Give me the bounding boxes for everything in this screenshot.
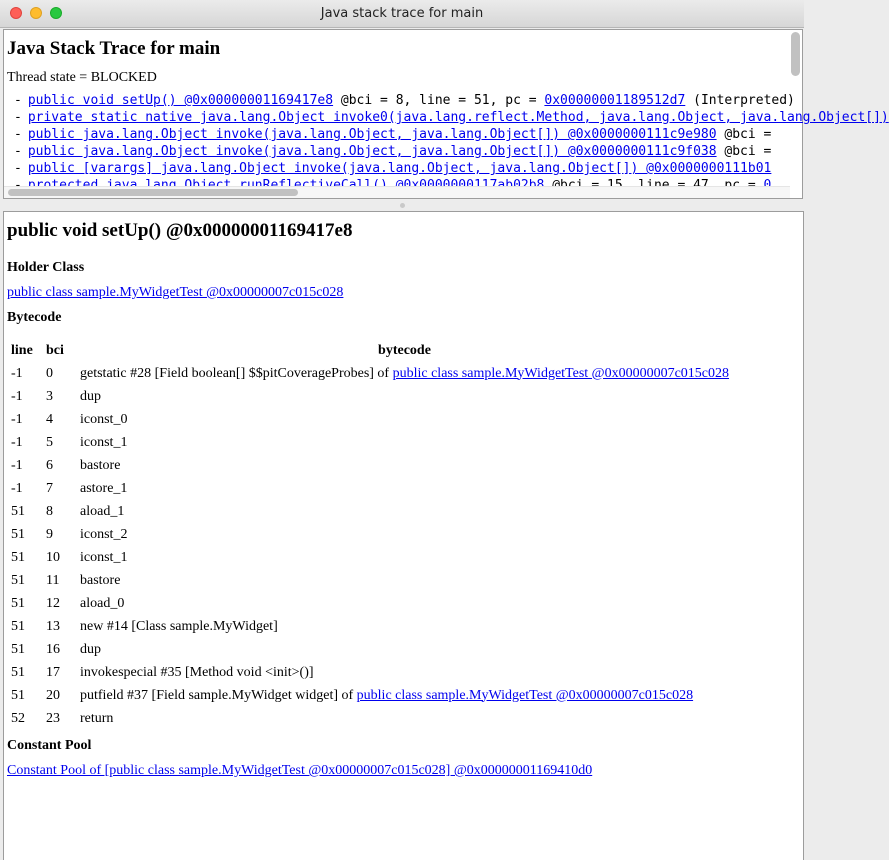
cell-line: 51 [11, 572, 25, 588]
cell-bytecode [76, 592, 733, 615]
horizontal-scrollbar-track[interactable] [4, 186, 790, 198]
vertical-scrollbar[interactable] [791, 32, 800, 76]
bytecode-instruction: bastore [80, 572, 121, 588]
cell-bci: 13 [46, 618, 60, 634]
cell-line: 52 [11, 710, 25, 726]
stack-frame-method-link[interactable]: private static native java.lang.Object invoke0(java.lang.reflect.Method, java.lang.Object, java.lang.Object[]) [27, 110, 889, 125]
cell-line: 51 [11, 664, 25, 680]
bytecode-table [7, 340, 733, 730]
stack-frame-list [6, 92, 889, 194]
bytecode-instruction: putfield #37 [Field sample.MyWidget widget] of [80, 687, 357, 703]
horizontal-scrollbar-thumb[interactable] [8, 189, 298, 196]
table-row [7, 431, 733, 454]
cell-bytecode [76, 385, 733, 408]
cell-bytecode [76, 523, 733, 546]
table-row [7, 661, 733, 684]
cell-line: 51 [11, 503, 25, 519]
constant-pool-link[interactable]: Constant Pool of [public class sample.MyWidgetTest @0x00000007c015c028] @0x00000001169410d0 [7, 763, 593, 778]
cell-bci: 8 [46, 503, 53, 519]
bytecode-instruction: new #14 [Class sample.MyWidget] [80, 618, 278, 634]
stack-frame-details: @bci = [716, 127, 772, 142]
stack-frame-item [6, 126, 786, 143]
cell-bytecode [76, 569, 733, 592]
stack-frame-item [6, 92, 795, 109]
cell-bci: 3 [46, 388, 53, 404]
stack-frame-item [6, 160, 786, 177]
list-bullet: - [14, 144, 22, 159]
table-row [7, 638, 733, 661]
column-header-line: line [11, 343, 33, 358]
stack-frame-item [6, 109, 889, 126]
stack-frame-method-link[interactable]: public java.lang.Object invoke(java.lang.Object, java.lang.Object[]) @0x0000000111c9f038 [27, 144, 717, 159]
table-row [7, 362, 733, 385]
cell-bytecode [76, 408, 733, 431]
cell-line: 51 [11, 526, 25, 542]
cell-bci: 5 [46, 434, 53, 450]
list-bullet: - [14, 127, 22, 142]
window-title: Java stack trace for main [320, 6, 484, 21]
cell-bytecode [76, 477, 733, 500]
cell-bytecode [76, 362, 733, 385]
bytecode-instruction: return [80, 710, 114, 726]
bytecode-instruction: invokespecial #35 [Method void <init>()] [80, 664, 314, 680]
table-row [7, 454, 733, 477]
table-row [7, 707, 733, 730]
bytecode-instruction: aload_0 [80, 595, 125, 611]
stack-frame-method-link[interactable]: public [varargs] java.lang.Object invoke(java.lang.Object, java.lang.Object[]) @0x0000000111b01 [27, 161, 772, 176]
window-titlebar [0, 0, 804, 28]
stack-frame-pc-link[interactable]: 0x00000001189512d7 [544, 93, 686, 108]
cell-bci: 0 [46, 365, 53, 381]
holder-class-heading: Holder Class [7, 260, 85, 275]
cell-line: 51 [11, 618, 25, 634]
bytecode-instruction: iconst_1 [80, 434, 128, 450]
table-row [7, 546, 733, 569]
list-bullet: - [14, 161, 22, 176]
method-detail-pane [3, 211, 804, 860]
cell-bci: 11 [46, 572, 60, 588]
cell-bci: 12 [46, 595, 60, 611]
cell-bytecode [76, 500, 733, 523]
table-row [7, 615, 733, 638]
cell-line: -1 [11, 457, 23, 473]
table-row [7, 523, 733, 546]
cell-bci: 20 [46, 687, 60, 703]
bytecode-instruction: dup [80, 388, 101, 404]
bytecode-instruction: iconst_0 [80, 411, 128, 427]
stack-frame-details: @bci = 8, line = 51, pc = [333, 93, 545, 108]
bytecode-instruction: iconst_1 [80, 549, 128, 565]
column-header-bytecode: bytecode [378, 343, 431, 358]
bytecode-class-link[interactable]: public class sample.MyWidgetTest @0x00000007c015c028 [392, 365, 729, 381]
cell-bci: 7 [46, 480, 53, 496]
cell-line: -1 [11, 388, 23, 404]
cell-bci: 4 [46, 411, 53, 427]
cell-bytecode [76, 707, 733, 730]
cell-bci: 23 [46, 710, 60, 726]
table-row [7, 500, 733, 523]
table-row [7, 569, 733, 592]
cell-bytecode [76, 546, 733, 569]
cell-bytecode [76, 684, 733, 707]
cell-bci: 9 [46, 526, 53, 542]
cell-bytecode [76, 661, 733, 684]
list-bullet: - [14, 93, 22, 108]
cell-bci: 17 [46, 664, 60, 680]
cell-line: 51 [11, 549, 25, 565]
cell-line: -1 [11, 480, 23, 496]
table-row [7, 592, 733, 615]
cell-bci: 16 [46, 641, 60, 657]
thread-state: Thread state = BLOCKED [7, 70, 157, 85]
table-row [7, 385, 733, 408]
cell-bytecode [76, 615, 733, 638]
bytecode-instruction: astore_1 [80, 480, 128, 496]
table-row [7, 477, 733, 500]
column-header-bci: bci [46, 343, 64, 358]
cell-line: -1 [11, 434, 23, 450]
cell-line: 51 [11, 641, 25, 657]
cell-bci: 10 [46, 549, 60, 565]
table-row [7, 684, 733, 707]
bytecode-instruction: iconst_2 [80, 526, 128, 542]
bytecode-instruction: dup [80, 641, 101, 657]
bytecode-instruction: bastore [80, 457, 121, 473]
cell-bytecode [76, 454, 733, 477]
bytecode-instruction: getstatic #28 [Field boolean[] $$pitCoverageProbes] of [80, 365, 393, 381]
stack-frame-item [6, 143, 786, 160]
split-pane-divider[interactable] [0, 200, 804, 211]
stack-trace-pane[interactable] [3, 29, 889, 199]
stack-frame-method-link[interactable]: public void setUp() @0x00000001169417e8 [27, 93, 334, 108]
divider-grip-icon [400, 203, 405, 208]
stack-frame-method-link[interactable]: public java.lang.Object invoke(java.lang.Object, java.lang.Object[]) @0x0000000111c9e980 [27, 127, 717, 142]
cell-bytecode [76, 431, 733, 454]
cell-line: -1 [11, 411, 23, 427]
list-bullet: - [14, 110, 22, 125]
table-row [7, 408, 733, 431]
stack-trace-heading: Java Stack Trace for main [7, 38, 221, 59]
method-title: public void setUp() @0x00000001169417e8 [7, 220, 353, 241]
cell-line: 51 [11, 687, 25, 703]
stack-frame-frame-type: (Interpreted) [685, 93, 795, 108]
cell-bytecode [76, 638, 733, 661]
cell-bci: 6 [46, 457, 53, 473]
stack-frame-details: @bci = [716, 144, 772, 159]
cell-line: -1 [11, 365, 23, 381]
bytecode-instruction: aload_1 [80, 503, 125, 519]
holder-class-link[interactable]: public class sample.MyWidgetTest @0x00000007c015c028 [7, 285, 344, 300]
constant-pool-heading: Constant Pool [7, 738, 92, 753]
bytecode-class-link[interactable]: public class sample.MyWidgetTest @0x00000007c015c028 [356, 687, 694, 703]
bytecode-table-header [7, 340, 733, 362]
bytecode-heading: Bytecode [7, 310, 62, 325]
cell-line: 51 [11, 595, 25, 611]
